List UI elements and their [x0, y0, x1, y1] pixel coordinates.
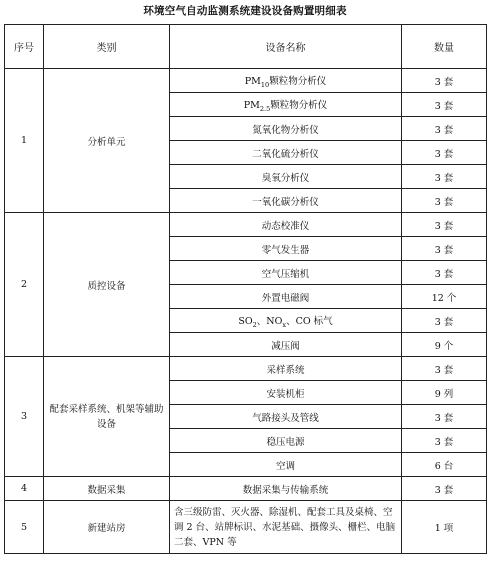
- quantity: 3 套: [402, 237, 487, 261]
- quantity: 1 项: [402, 501, 487, 554]
- quantity: 3 套: [402, 117, 487, 141]
- device-name: 空调: [170, 453, 402, 477]
- device-name: 数据采集与传输系统: [170, 477, 402, 501]
- quantity: 3 套: [402, 69, 487, 93]
- quantity: 3 套: [402, 165, 487, 189]
- quantity: 3 套: [402, 429, 487, 453]
- device-name: 一氧化碳分析仪: [170, 189, 402, 213]
- device-name: 外置电磁阀: [170, 285, 402, 309]
- category-cell: 数据采集: [44, 477, 170, 501]
- device-name: 含三级防雷、灭火器、除湿机、配套工具及桌椅、空调 2 台、站牌标识、水泥基础、摄像头、栅栏、电脑二套、VPN 等: [170, 501, 402, 554]
- quantity: 3 套: [402, 405, 487, 429]
- header-device: 设备名称: [170, 25, 402, 69]
- device-name: 稳压电源: [170, 429, 402, 453]
- quantity: 3 套: [402, 93, 487, 117]
- category-cell: 分析单元: [44, 69, 170, 213]
- device-name: 采样系统: [170, 357, 402, 381]
- device-name: 臭氧分析仪: [170, 165, 402, 189]
- quantity: 3 套: [402, 477, 487, 501]
- table-row: [5, 501, 487, 554]
- device-name: 气路接头及管线: [170, 405, 402, 429]
- row-number: 5: [5, 501, 44, 554]
- row-number: 1: [5, 69, 44, 213]
- device-name: $PM_{10}$颗粒物分析仪: [170, 69, 402, 93]
- quantity: 3 套: [402, 309, 487, 333]
- quantity: 9 列: [402, 381, 487, 405]
- row-number: 3: [5, 357, 44, 477]
- table-row: [5, 357, 487, 381]
- header-qty: 数量: [402, 25, 487, 69]
- quantity: 3 套: [402, 141, 487, 165]
- category-cell: 质控设备: [44, 213, 170, 357]
- device-name: 零气发生器: [170, 237, 402, 261]
- device-name: $PM_{2.5}$颗粒物分析仪: [170, 93, 402, 117]
- quantity: 9 个: [402, 333, 487, 357]
- row-number: 4: [5, 477, 44, 501]
- device-name: 氮氧化物分析仪: [170, 117, 402, 141]
- device-name: 动态校准仪: [170, 213, 402, 237]
- device-name: 空气压缩机: [170, 261, 402, 285]
- equipment-table: [4, 24, 487, 554]
- page-title: 环境空气自动监测系统建设设备购置明细表: [143, 5, 347, 17]
- quantity: 3 套: [402, 357, 487, 381]
- table-row: [5, 477, 487, 501]
- quantity: 6 台: [402, 453, 487, 477]
- table-row: [5, 69, 487, 93]
- quantity: 3 套: [402, 189, 487, 213]
- table-row: [5, 213, 487, 237]
- category-cell: 新建站房: [44, 501, 170, 554]
- header-no: 序号: [5, 25, 44, 69]
- header-category: 类别: [44, 25, 170, 69]
- row-number: 2: [5, 213, 44, 357]
- device-name: 减压阀: [170, 333, 402, 357]
- device-name: 二氧化硫分析仪: [170, 141, 402, 165]
- table-header-row: [5, 25, 487, 69]
- quantity: 3 套: [402, 213, 487, 237]
- quantity: 12 个: [402, 285, 487, 309]
- device-name: 安装机柜: [170, 381, 402, 405]
- category-cell: 配套采样系统、机架等辅助设备: [44, 357, 170, 477]
- device-name: $SO_2$、$NO_x$、CO 标气: [170, 309, 402, 333]
- quantity: 3 套: [402, 261, 487, 285]
